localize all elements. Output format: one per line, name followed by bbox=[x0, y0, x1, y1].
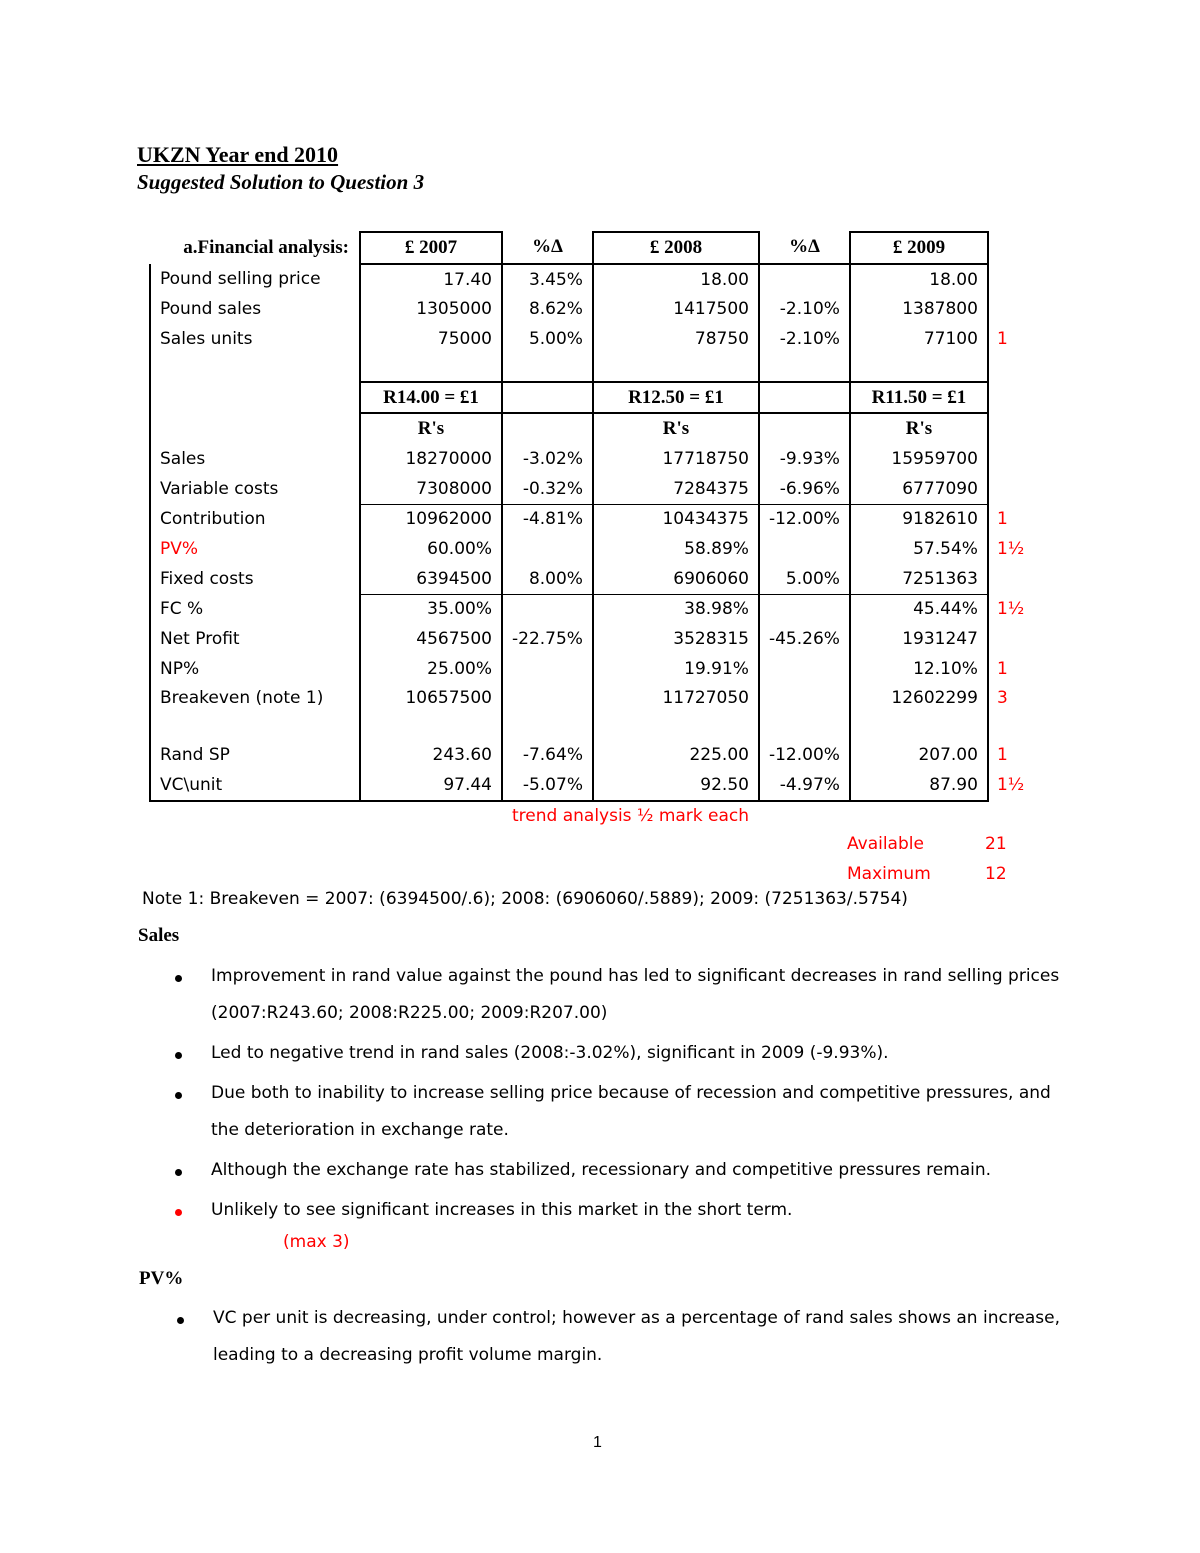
bullet-icon bbox=[175, 1092, 182, 1099]
pct-change-2008: -22.75% bbox=[512, 629, 583, 650]
mark-allocation: 3 bbox=[996, 688, 1008, 709]
table-row bbox=[150, 740, 1048, 770]
value-2009: 77100 bbox=[850, 324, 988, 354]
value-2009: 1387800 bbox=[850, 294, 988, 324]
value-2007: 6394500 bbox=[360, 564, 502, 594]
exchange-rate-row bbox=[150, 382, 1048, 414]
max-note: (max 3) bbox=[283, 1232, 350, 1252]
bullet-icon bbox=[175, 1209, 182, 1216]
value-2008: 38.98% bbox=[593, 594, 759, 624]
value-2008: 3528315 bbox=[593, 624, 759, 654]
value-2009: 9182610 bbox=[850, 504, 988, 534]
empty-cell bbox=[502, 413, 593, 444]
mark-allocation: 1 bbox=[996, 509, 1008, 530]
pct-change-2008: -4.81% bbox=[502, 504, 593, 534]
empty-cell bbox=[360, 713, 502, 740]
bullet-icon bbox=[177, 1317, 184, 1324]
sales-heading: Sales bbox=[138, 925, 180, 946]
value-2009: 12602299 bbox=[850, 684, 988, 714]
pct-change-2008: -3.02% bbox=[522, 448, 583, 469]
list-item bbox=[145, 958, 1075, 1032]
pct-change-2008: -0.32% bbox=[522, 478, 583, 499]
value-2009: 7251363 bbox=[850, 564, 988, 594]
mark-allocation bbox=[988, 624, 1048, 654]
empty-cell bbox=[759, 413, 850, 444]
value-2007: 10657500 bbox=[360, 684, 502, 714]
value-2008: 11727050 bbox=[593, 684, 759, 714]
pct-change-2008 bbox=[502, 594, 593, 624]
mark-allocation: 1 bbox=[996, 328, 1008, 349]
value-2007: 75000 bbox=[360, 324, 502, 354]
value-2008: 17718750 bbox=[593, 444, 759, 474]
empty-cell bbox=[150, 713, 360, 740]
exchange-rate-2008: R12.50 = £1 bbox=[593, 382, 759, 414]
empty-cell bbox=[988, 382, 1048, 414]
pct-change-2008: 5.00% bbox=[528, 328, 583, 349]
table-row bbox=[150, 474, 1048, 504]
row-label: Sales units bbox=[150, 324, 360, 354]
row-label: Variable costs bbox=[150, 474, 360, 504]
list-item-text: Led to negative trend in rand sales (2008:-3.02%), significant in 2009 (-9.93%). bbox=[211, 1043, 889, 1063]
value-2008: 6906060 bbox=[593, 564, 759, 594]
page-title: UKZN Year end 2010 bbox=[137, 142, 339, 167]
table-row bbox=[150, 534, 1048, 564]
pct-change-2009: -2.10% bbox=[779, 328, 840, 349]
empty-cell bbox=[502, 382, 593, 414]
value-2009: 18.00 bbox=[850, 264, 988, 295]
value-2007: 1305000 bbox=[360, 294, 502, 324]
value-2007: 243.60 bbox=[360, 740, 502, 770]
pct-change-2008: -7.64% bbox=[522, 745, 583, 766]
currency-label-2009: R's bbox=[850, 413, 988, 444]
table-row bbox=[150, 624, 1048, 654]
table-row bbox=[150, 594, 1048, 624]
spacer-row bbox=[150, 713, 1048, 740]
value-2007: 10962000 bbox=[360, 504, 502, 534]
bullet-icon bbox=[175, 1052, 182, 1059]
table-row bbox=[150, 294, 1048, 324]
value-2007: 18270000 bbox=[360, 444, 502, 474]
row-label: Rand SP bbox=[150, 740, 360, 770]
pct-change-2009 bbox=[759, 684, 850, 714]
value-2009: 45.44% bbox=[850, 594, 988, 624]
empty-cell bbox=[759, 382, 850, 414]
column-header bbox=[988, 232, 1048, 264]
mark-allocation bbox=[988, 294, 1048, 324]
bullet-icon bbox=[175, 1169, 182, 1176]
mark-allocation: 1 bbox=[996, 745, 1008, 766]
breakeven-note: Note 1: Breakeven = 2007: (6394500/.6); 2008: (6906060/.5889); 2009: (7251363/.5754) bbox=[142, 889, 908, 909]
pct-change-2008: -5.07% bbox=[502, 770, 593, 801]
empty-cell bbox=[502, 354, 593, 382]
row-label: Fixed costs bbox=[150, 564, 360, 594]
pct-change-2008 bbox=[502, 684, 593, 714]
empty-cell bbox=[360, 354, 502, 382]
value-2008: 7284375 bbox=[593, 474, 759, 504]
value-2008: 78750 bbox=[593, 324, 759, 354]
value-2007: 17.40 bbox=[360, 264, 502, 295]
row-label: Pound selling price bbox=[150, 264, 360, 295]
column-header: %∆ bbox=[502, 232, 593, 264]
pct-change-2008 bbox=[502, 654, 593, 684]
row-label: FC % bbox=[150, 594, 360, 624]
value-2009: 87.90 bbox=[850, 770, 988, 801]
table-row bbox=[150, 770, 1048, 801]
empty-cell bbox=[593, 354, 759, 382]
mark-allocation bbox=[988, 564, 1048, 594]
list-item bbox=[145, 1152, 1075, 1189]
table-row bbox=[150, 684, 1048, 714]
empty-cell bbox=[150, 413, 360, 444]
column-header: £ 2008 bbox=[593, 232, 759, 264]
table-row bbox=[150, 654, 1048, 684]
table-header-row bbox=[150, 232, 1048, 264]
maximum-label: Maximum bbox=[847, 864, 931, 884]
row-label: VC\unit bbox=[150, 770, 360, 801]
pct-change-2009: -12.00% bbox=[768, 745, 840, 766]
pct-change-2009: -4.97% bbox=[759, 770, 850, 801]
trend-analysis-note: trend analysis ½ mark each bbox=[512, 806, 750, 826]
pct-change-2009: -9.93% bbox=[779, 448, 840, 469]
sales-bullet-list bbox=[145, 958, 1075, 1232]
pct-change-2009: -2.10% bbox=[779, 299, 840, 320]
empty-cell bbox=[759, 354, 850, 382]
value-2007: 60.00% bbox=[360, 534, 502, 564]
value-2007: 7308000 bbox=[360, 474, 502, 504]
pct-change-2009: -6.96% bbox=[779, 478, 840, 499]
pct-change-2008: 8.62% bbox=[528, 299, 583, 320]
row-label: Contribution bbox=[150, 504, 360, 534]
list-item bbox=[145, 1035, 1075, 1072]
pct-change-2008: 3.45% bbox=[528, 269, 583, 290]
currency-row bbox=[150, 413, 1048, 444]
column-header: %∆ bbox=[759, 232, 850, 264]
list-item bbox=[145, 1075, 1075, 1149]
value-2009: 15959700 bbox=[850, 444, 988, 474]
mark-allocation: 1½ bbox=[996, 775, 1025, 796]
row-label: PV% bbox=[150, 534, 360, 564]
pv-heading: PV% bbox=[139, 1268, 184, 1289]
available-label: Available bbox=[847, 834, 924, 854]
column-header: £ 2007 bbox=[360, 232, 502, 264]
list-item bbox=[147, 1300, 1077, 1374]
empty-cell bbox=[150, 382, 360, 414]
value-2008: 18.00 bbox=[593, 264, 759, 295]
empty-cell bbox=[593, 713, 759, 740]
value-2007: 25.00% bbox=[360, 654, 502, 684]
mark-allocation: 1½ bbox=[996, 539, 1025, 560]
value-2009: 6777090 bbox=[850, 474, 988, 504]
list-item-text: Improvement in rand value against the pound has led to significant decreases in rand selling prices (2007:R243.60; 2008:R225.00; 2009:R207.00) bbox=[211, 966, 1060, 1023]
value-2009: 207.00 bbox=[850, 740, 988, 770]
value-2009: 12.10% bbox=[850, 654, 988, 684]
pct-change-2009: -12.00% bbox=[759, 504, 850, 534]
value-2008: 1417500 bbox=[593, 294, 759, 324]
list-item-text: VC per unit is decreasing, under control; however as a percentage of rand sales shows an increase, leading to a decreasing profit volume margin. bbox=[213, 1308, 1061, 1365]
mark-allocation: 1 bbox=[996, 658, 1008, 679]
spacer-row bbox=[150, 354, 1048, 382]
table-row bbox=[150, 324, 1048, 354]
list-item-text: Unlikely to see significant increases in this market in the short term. bbox=[211, 1200, 793, 1220]
currency-label-2007: R's bbox=[360, 413, 502, 444]
list-item-text: Although the exchange rate has stabilized, recessionary and competitive pressures remain. bbox=[211, 1160, 992, 1180]
value-2007: 4567500 bbox=[360, 624, 502, 654]
value-2008: 225.00 bbox=[593, 740, 759, 770]
mark-allocation bbox=[988, 474, 1048, 504]
empty-cell bbox=[850, 354, 988, 382]
page-subtitle: Suggested Solution to Question 3 bbox=[137, 170, 425, 194]
empty-cell bbox=[759, 713, 850, 740]
mark-allocation bbox=[988, 444, 1048, 474]
table-row bbox=[150, 444, 1048, 474]
mark-allocation: 1½ bbox=[996, 599, 1025, 620]
empty-cell bbox=[150, 354, 360, 382]
empty-cell bbox=[502, 713, 593, 740]
available-value: 21 bbox=[985, 834, 1007, 854]
page-number: 1 bbox=[593, 1434, 602, 1451]
column-header: £ 2009 bbox=[850, 232, 988, 264]
value-2009: 1931247 bbox=[850, 624, 988, 654]
pct-change-2008 bbox=[502, 534, 593, 564]
list-item bbox=[145, 1192, 1075, 1229]
financial-analysis-table bbox=[149, 231, 1049, 802]
value-2007: 97.44 bbox=[360, 770, 502, 801]
pct-change-2008: 8.00% bbox=[528, 568, 583, 589]
maximum-value: 12 bbox=[985, 864, 1007, 884]
exchange-rate-2009: R11.50 = £1 bbox=[850, 382, 988, 414]
list-item-text: Due both to inability to increase selling price because of recession and competitive pressures, and the deterioration in exchange rate. bbox=[211, 1083, 1051, 1140]
exchange-rate-2007: R14.00 = £1 bbox=[360, 382, 502, 414]
pct-change-2009: -45.26% bbox=[768, 629, 840, 650]
value-2009: 57.54% bbox=[850, 534, 988, 564]
empty-cell bbox=[850, 713, 988, 740]
pct-change-2009: 5.00% bbox=[785, 568, 840, 589]
table-row bbox=[150, 264, 1048, 295]
pct-change-2009 bbox=[759, 594, 850, 624]
row-label: Breakeven (note 1) bbox=[150, 684, 360, 714]
row-label: Net Profit bbox=[150, 624, 360, 654]
value-2008: 58.89% bbox=[593, 534, 759, 564]
mark-allocation bbox=[988, 264, 1048, 295]
bullet-icon bbox=[175, 975, 182, 982]
currency-label-2008: R's bbox=[593, 413, 759, 444]
table-row bbox=[150, 564, 1048, 594]
row-label: Sales bbox=[150, 444, 360, 474]
pct-change-2009 bbox=[759, 264, 850, 295]
pct-change-2009 bbox=[759, 654, 850, 684]
table-title: a.Financial analysis: bbox=[183, 236, 349, 258]
value-2008: 10434375 bbox=[593, 504, 759, 534]
empty-cell bbox=[988, 413, 1048, 444]
table-row bbox=[150, 504, 1048, 534]
value-2008: 92.50 bbox=[593, 770, 759, 801]
value-2007: 35.00% bbox=[360, 594, 502, 624]
empty-cell bbox=[988, 713, 1048, 740]
value-2008: 19.91% bbox=[593, 654, 759, 684]
pv-bullet-list bbox=[147, 1300, 1077, 1377]
pct-change-2009 bbox=[759, 534, 850, 564]
empty-cell bbox=[988, 354, 1048, 382]
row-label: NP% bbox=[150, 654, 360, 684]
row-label: Pound sales bbox=[150, 294, 360, 324]
